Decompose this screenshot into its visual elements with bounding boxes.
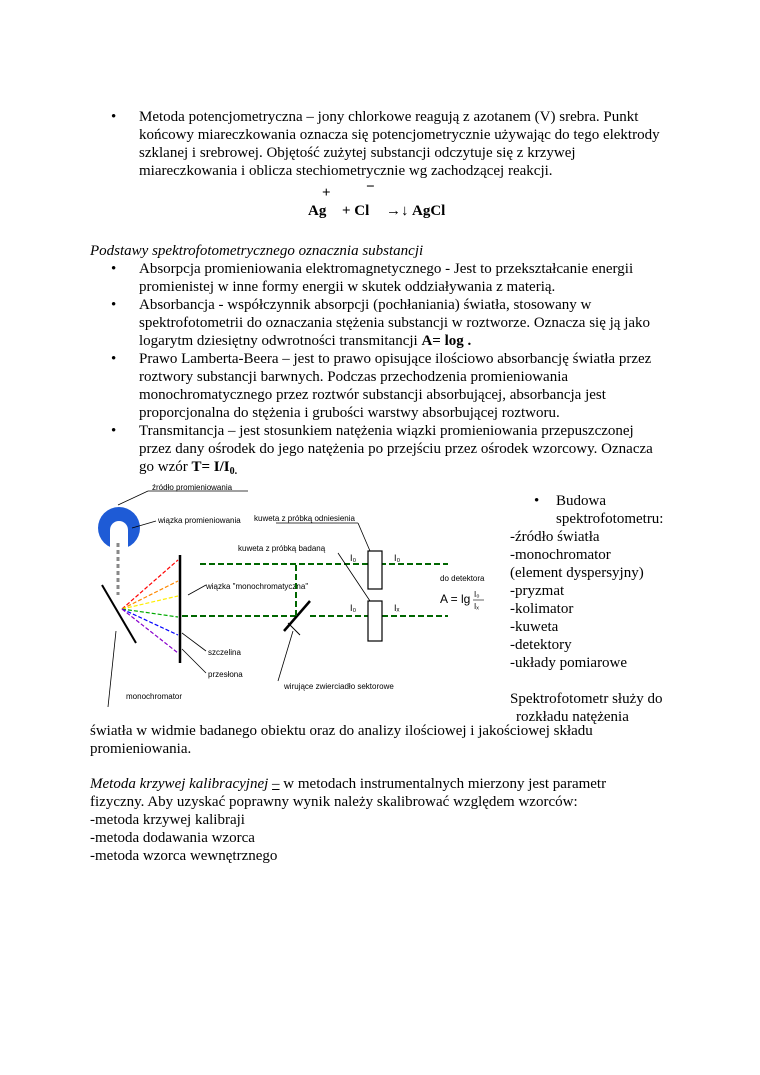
transmitancja-formula: T= I/I [191,459,230,475]
reaction-minus-charge: − [366,179,375,195]
sample-cuvette [368,601,382,641]
side-item-7: -detektory [510,637,572,653]
bullet-dot: • [534,493,540,509]
section1-line-1: Metoda potencjometryczna – jony chlorkowe reagują z azotanem (V) srebra. Punkt [139,109,639,125]
bullet-dot: • [111,423,117,439]
section2-heading: Podstawy spektrofotometrycznego oznacznia substancji [90,243,424,259]
transmitancja-line-1: Transmitancja – jest stosunkiem natężenia wiązki promieniowania przepuszczonej [139,423,634,439]
reaction-plus-charge: + [322,185,331,201]
label-detector: do detektora [440,574,485,583]
bullet-absorbancja [90,296,690,350]
section3-line-3: -metoda krzywej kalibraji [90,812,245,828]
section3-tail: w metodach instrumentalnych mierzony jest parametr [279,776,607,792]
label-slit: szczelina [208,648,241,657]
absorbancja-line-3-text: logarytm dziesiętny odwrotności transmitancji [139,333,422,349]
ref-cuvette [368,551,382,589]
section1-line-3: szklanej i srebrowej. Objętość zużytej substancji odczytuje się z krzywej [139,145,576,161]
absorbancja-line-3 [139,332,690,350]
reaction-cl: + Cl [342,203,370,219]
side-title-2: spektrofotometru: [556,511,664,527]
lambert-line-3: monochromatycznego przez roztwór substancji absorbującej, absorbancja jest [139,387,606,403]
section1-line-2: końcowy miareczkowania oznacza się potencjometrycznie używając do tego elektrody [139,127,660,143]
section3-dash: – [272,776,280,792]
section3-heading: Metoda krzywej kalibracyjnej [90,776,269,792]
continuation-line-1: światła w widmie badanego obiektu oraz do analizy ilościowej i jakościowej składu [90,723,593,739]
formula-numerator: I₀ [474,590,480,599]
side-item-5: -kolimator [510,601,574,617]
section1-bullet [90,108,690,180]
absorbancja-formula: A= log . [421,333,472,349]
side-item-8: -układy pomiarowe [510,655,628,671]
transmitancja-line-2: przez dany ośrodek do jego natężenia po przejściu przez ośrodek wzorcowy. Oznacza [139,441,653,457]
lambert-line-4: proporcjonalna do stężenia i grubości warstwy absorbującej roztworu. [139,405,560,421]
side-list [510,492,720,726]
label-monochromator: monochromator [126,692,183,701]
spectrophotometer-diagram [88,483,498,713]
formula-denominator: Iₓ [474,602,479,611]
label-mirror: wirujące zwierciadło sektorowe [284,682,394,691]
reaction-product: AgCl [412,203,446,219]
label-sample-cuvette: kuweta z próbką badaną [238,544,326,553]
side-para-1: Spektrofotometr służy do [510,691,663,707]
bullet-transmitancja [90,422,690,478]
section3-line-4: -metoda dodawania wzorca [90,830,255,846]
bullet-lambert-beer [90,350,690,422]
side-item-1: -źródło światła [510,529,600,545]
bullet-absorpcja [90,260,690,296]
spectrum-rays [122,560,178,653]
label-ref-cuvette: kuweta z próbką odniesienia [254,514,355,523]
reaction-arrow: →↓ [386,203,409,219]
formula-text: A = lg [440,592,471,606]
bullet-dot: • [111,297,117,313]
label-source: źródło promieniowania [152,483,233,492]
label-mono-beam: wiązka "monochromatyczna" [206,582,309,591]
i0-before-upper: I₀ [350,553,357,563]
label-prism: przesłona [208,670,243,679]
side-item-3: (element dyspersyjny) [510,565,644,581]
absorbancja-line-1: Absorbancja - współczynnik absorpcji (pochłaniania) światła, stosowany w [139,297,592,313]
section3-line-2: fizyczny. Aby uzyskać poprawny wynik należy skalibrować względem wzorców: [90,794,578,810]
side-item-2: -monochromator [510,547,611,563]
transmitancja-line-3 [139,458,690,478]
absorpcja-line-1: Absorpcja promieniowania elektromagnetycznego - Jest to przekształcanie energii [139,261,634,277]
absorpcja-line-2: promienistej w inne formy energii w skutek oddziaływania z materią. [139,279,556,295]
lambert-line-1: Prawo Lamberta-Beera – jest to prawo opisujące ilościowo absorbancję światła przez [139,351,652,367]
transmitancja-subscript: 0. [229,466,238,477]
section1-line-4: miareczkowania i oblicza stechiometrycznie wg zachodzącej reakcji. [139,163,553,179]
transmitancja-line-3-text: go wzór [139,459,192,475]
section3-line-5: -metoda wzorca wewnętrznego [90,848,278,864]
continuation-line-2: promieniowania. [90,741,192,757]
side-item-4: -pryzmat [510,583,565,599]
side-title-1: Budowa [556,493,606,509]
section2-bullets [90,260,690,478]
section3 [90,775,700,865]
lambert-line-2: roztwory substancji barwnych. Podczas przechodzenia promieniowania [139,369,569,385]
side-para-2: rozkładu natężenia [516,709,629,725]
bullet-dot: • [111,261,117,277]
bullet-dot: • [111,109,117,125]
reaction-ag: Ag [308,203,327,219]
i0-before-lower: I₀ [350,603,357,613]
i0-after-upper: I₀ [394,553,401,563]
continuation [90,722,700,758]
absorbancja-line-2: spektrofotometrii do oznaczania stężenia substancji w roztworze. Oznacza się ją jako [139,315,651,331]
bullet-dot: • [111,351,117,367]
reaction-equation [308,179,468,224]
section3-line-1 [90,775,700,793]
label-beam: wiązka promieniowania [158,516,241,525]
side-item-6: -kuweta [510,619,559,635]
ix-after-lower: Iₓ [394,603,400,613]
